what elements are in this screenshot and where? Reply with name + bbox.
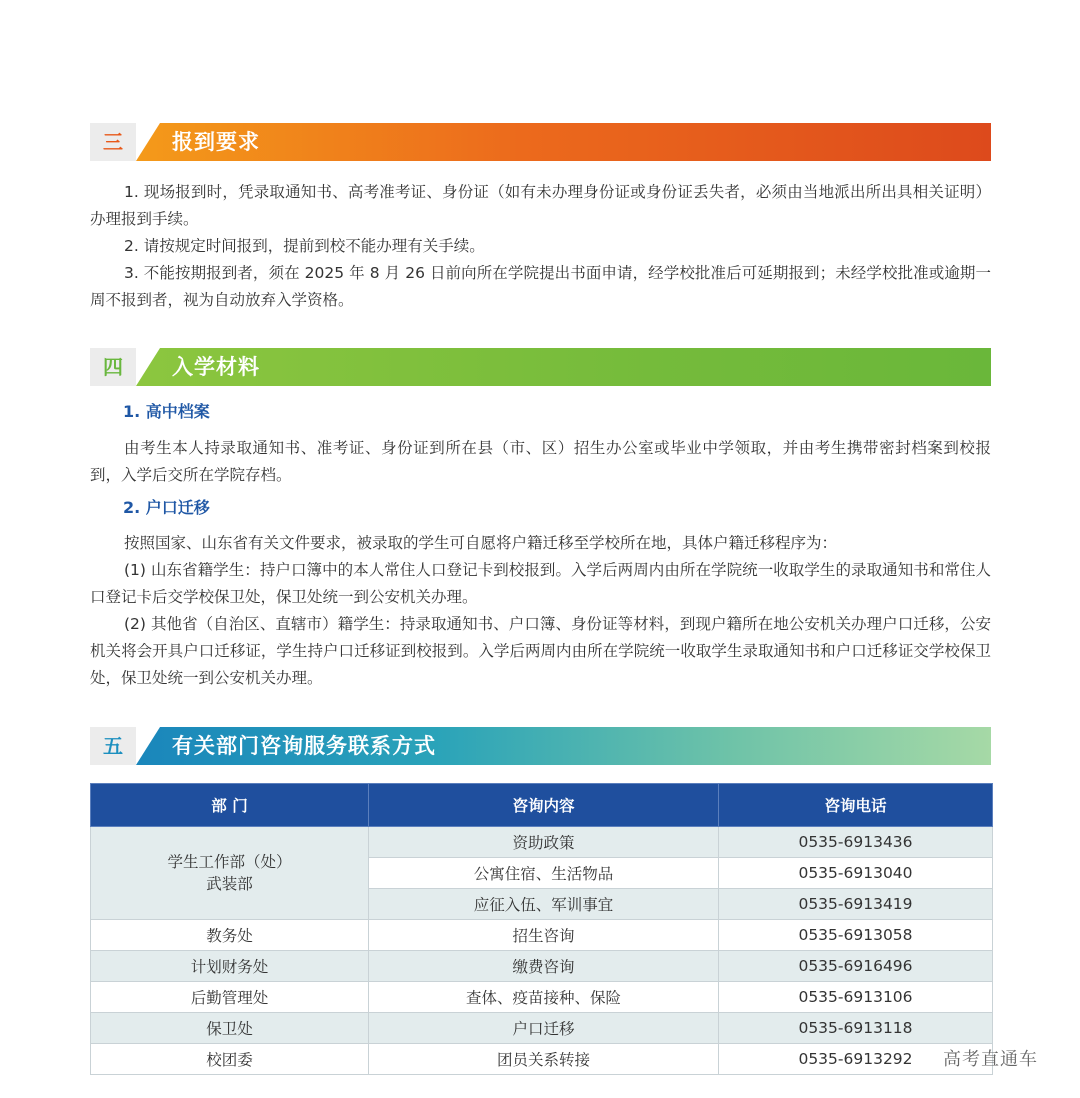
content-cell: 资助政策 (369, 827, 719, 858)
hukou-subheading: 2. 户口迁移 (123, 498, 210, 517)
report-item-3: 3. 不能按期报到者，须在 2025 年 8 月 26 日前向所在学院提出书面申请，经学校批准后可延期报到；未经学校批准或逾期一周不报到者，视为自动放弃入学资格。 (90, 264, 991, 309)
section-header-contacts (90, 727, 991, 765)
content-cell: 团员关系转接 (369, 1044, 719, 1075)
report-item-2: 2. 请按规定时间报到，提前到校不能办理有关手续。 (124, 237, 485, 255)
hukou-shandong: (1) 山东省籍学生：持户口簿中的本人常住人口登记卡到校报到。入学后两周内由所在学院统一收取学生的录取通知书和常住人口登记卡后交学校保卫处，保卫处统一到公安机关办理。 (90, 561, 991, 606)
header-phone: 咨询电话 (719, 784, 993, 827)
dept-cell: 教务处 (91, 920, 369, 951)
phone-cell: 0535-6913436 (719, 827, 993, 858)
archive-text: 由考生本人持录取通知书、准考证、身份证到所在县（市、区）招生办公室或毕业中学领取，并由考生携带密封档案到校报到，入学后交所在学院存档。 (90, 439, 991, 484)
phone-cell: 0535-6913106 (719, 982, 993, 1013)
hukou-intro: 按照国家、山东省有关文件要求，被录取的学生可自愿将户籍迁移至学校所在地，具体户籍迁移程序为： (124, 534, 838, 552)
phone-cell: 0535-6913040 (719, 858, 993, 889)
phone-cell: 0535-6913419 (719, 889, 993, 920)
table-row (91, 827, 993, 858)
section-number: 五 (90, 727, 136, 765)
table-row (91, 1044, 993, 1075)
table-row (91, 1013, 993, 1044)
dept-cell: 后勤管理处 (91, 982, 369, 1013)
content-cell: 缴费咨询 (369, 951, 719, 982)
watermark: 高考直通车 (943, 1049, 1038, 1070)
section-title: 有关部门咨询服务联系方式 (172, 734, 436, 758)
phone-cell: 0535-6916496 (719, 951, 993, 982)
content-cell: 户口迁移 (369, 1013, 719, 1044)
dept-line: 武装部 (206, 875, 253, 893)
contact-table (90, 783, 993, 1075)
phone-cell: 0535-6913292 (719, 1044, 993, 1075)
content-cell: 查体、疫苗接种、保险 (369, 982, 719, 1013)
section-band (136, 348, 991, 386)
phone-cell: 0535-6913118 (719, 1013, 993, 1044)
section-title: 报到要求 (172, 130, 260, 154)
content-cell: 公寓住宿、生活物品 (369, 858, 719, 889)
archive-subheading: 1. 高中档案 (123, 402, 210, 421)
section-number: 三 (90, 123, 136, 161)
phone-cell: 0535-6913058 (719, 920, 993, 951)
dept-cell: 保卫处 (91, 1013, 369, 1044)
table-row (91, 920, 993, 951)
header-content: 咨询内容 (369, 784, 719, 827)
hukou-other-province: (2) 其他省（自治区、直辖市）籍学生：持录取通知书、户口簿、身份证等材料，到现户籍所在地公安机关办理户口迁移，公安机关将会开具户口迁移证，学生持户口迁移证到校报到。入学后两周内由所在学院统一收取学生录取通知书和户口迁移证交学校保卫处，保卫处统一到公安机关办理。 (90, 615, 991, 687)
section-header-report (90, 123, 991, 161)
content-cell: 招生咨询 (369, 920, 719, 951)
table-row (91, 982, 993, 1013)
table-header-row (91, 784, 993, 827)
dept-line: 学生工作部（处） (167, 853, 292, 871)
dept-cell-student-affairs (91, 827, 369, 920)
report-item-1: 1. 现场报到时，凭录取通知书、高考准考证、身份证（如有未办理身份证或身份证丢失者，必须由当地派出所出具相关证明）办理报到手续。 (90, 183, 991, 228)
section-band (136, 123, 991, 161)
table-row (91, 951, 993, 982)
dept-cell: 计划财务处 (91, 951, 369, 982)
header-dept: 部 门 (91, 784, 369, 827)
content-cell: 应征入伍、军训事宜 (369, 889, 719, 920)
section-title: 入学材料 (172, 355, 260, 379)
section-header-materials (90, 348, 991, 386)
section-number: 四 (90, 348, 136, 386)
dept-cell: 校团委 (91, 1044, 369, 1075)
